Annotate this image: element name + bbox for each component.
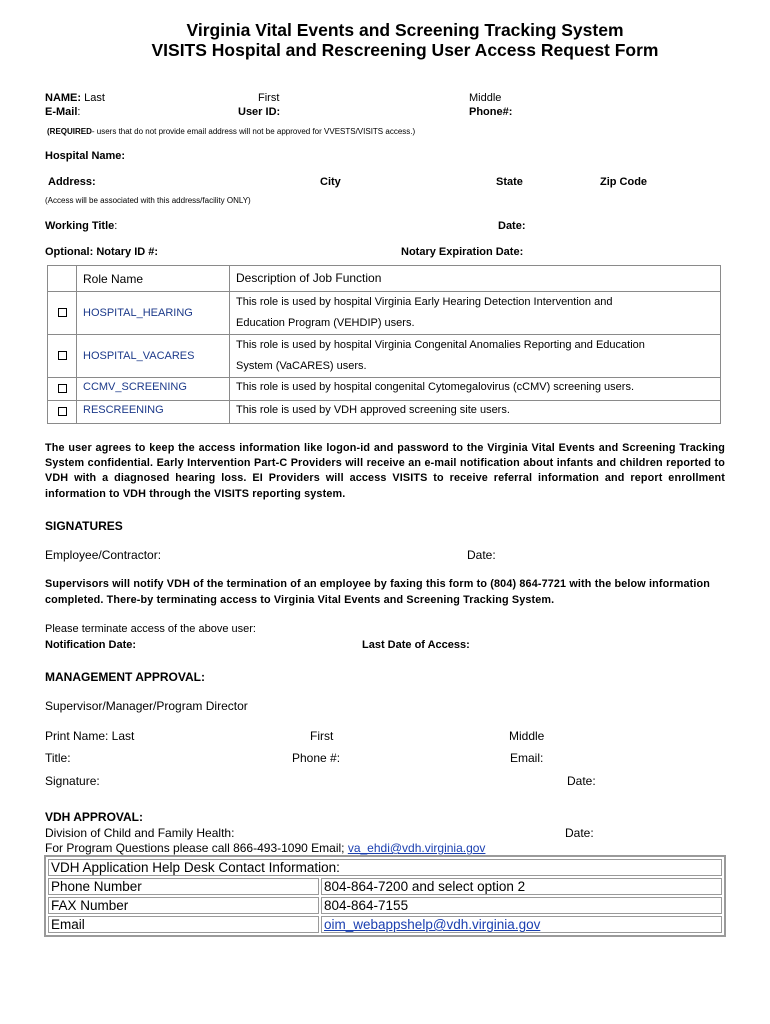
email-colon: : — [77, 106, 81, 118]
supervisor-note: Supervisors will notify VDH of the termination of an employee by faxing this form to (804) 864-7721 with the below information completed. There-by terminating access to Virginia Vital Events and Screening Tracking System. — [45, 578, 711, 606]
table-row — [48, 878, 722, 895]
form-subtitle: VISITS Hospital and Rescreening User Access Request Form — [151, 40, 659, 60]
notary-expiration-label: Notary Expiration Date: — [401, 246, 524, 258]
employee-contractor-label: Employee/Contractor: — [45, 548, 162, 562]
mgmt-first-label: First — [310, 729, 334, 743]
program-email-link[interactable]: va_ehdi@vdh.virginia.gov — [347, 841, 486, 855]
role-name: RESCREENING — [77, 401, 230, 424]
notary-id-label: Optional: Notary ID #: — [45, 246, 159, 258]
helpdesk-label: FAX Number — [48, 897, 319, 914]
helpdesk-value: 804-864-7155 — [321, 897, 722, 914]
role-description — [230, 292, 721, 335]
required-note — [47, 127, 415, 136]
mgmt-date-label: Date: — [567, 774, 596, 788]
helpdesk-label: Phone Number — [48, 878, 319, 895]
mgmt-signature-label: Signature: — [45, 774, 100, 788]
helpdesk-table — [44, 855, 726, 937]
working-title-label: Working Title — [45, 220, 115, 232]
role-description — [230, 335, 721, 378]
last-date-of-access-label: Last Date of Access: — [362, 639, 470, 651]
role-checkbox-cell — [48, 378, 77, 401]
roles-table — [47, 265, 721, 424]
helpdesk-label: Email — [48, 916, 319, 933]
supervisor-role-label: Supervisor/Manager/Program Director — [45, 699, 248, 713]
middle-label: Middle — [469, 92, 502, 104]
hospital-vacares-checkbox[interactable] — [58, 351, 67, 360]
first-label: First — [258, 92, 280, 104]
table-row — [48, 378, 721, 401]
signature-date-label: Date: — [467, 548, 496, 562]
please-terminate-label: Please terminate access of the above user: — [45, 623, 256, 635]
address-label: Address: — [48, 176, 96, 188]
role-desc-line: This role is used by hospital Virginia Congenital Anomalies Reporting and Education — [236, 339, 645, 351]
working-title-row — [45, 220, 117, 232]
email-label: E-Mail — [45, 106, 78, 118]
required-text: - users that do not provide email address will not be approved for VVESTS/VISITS access.) — [91, 127, 416, 136]
required-label: (REQUIRED — [47, 127, 92, 136]
address-note: (Access will be associated with this address/facility ONLY) — [45, 196, 251, 205]
table-row — [48, 897, 722, 914]
hospital-name-label: Hospital Name: — [45, 150, 126, 162]
print-name-label: Print Name: Last — [45, 729, 135, 743]
role-name: HOSPITAL_HEARING — [77, 292, 230, 335]
table-row — [48, 401, 721, 424]
city-label: City — [320, 176, 341, 188]
name-label: NAME: — [45, 92, 82, 104]
vdh-date-label: Date: — [565, 826, 594, 840]
ccmv-screening-checkbox[interactable] — [58, 384, 67, 393]
helpdesk-heading: VDH Application Help Desk Contact Information: — [48, 859, 722, 876]
table-row — [48, 916, 722, 933]
description-header: Description of Job Function — [230, 266, 721, 292]
role-description: This role is used by VDH approved screening site users. — [230, 401, 721, 424]
helpdesk-heading-row — [48, 859, 722, 876]
phone-label: Phone#: — [469, 106, 513, 118]
mgmt-title-label: Title: — [45, 751, 71, 765]
userid-label: User ID: — [238, 106, 281, 118]
program-questions — [45, 841, 485, 855]
hospital-hearing-checkbox[interactable] — [58, 308, 67, 317]
role-desc-line: System (VaCARES) users. — [236, 360, 367, 372]
state-label: State — [496, 176, 523, 188]
division-label: Division of Child and Family Health: — [45, 826, 235, 840]
role-name-header: Role Name — [77, 266, 230, 292]
table-row — [48, 292, 721, 335]
email-row — [45, 106, 80, 118]
roles-table-header — [48, 266, 721, 292]
helpdesk-value-cell — [321, 916, 722, 933]
working-title-colon: : — [114, 220, 118, 232]
role-desc-line: Education Program (VEHDIP) users. — [236, 317, 415, 329]
role-description: This role is used by hospital congenital Cytomegalovirus (cCMV) screening users. — [230, 378, 721, 401]
mgmt-phone-label: Phone #: — [292, 751, 341, 765]
last-label: Last — [84, 92, 105, 104]
program-questions-text: For Program Questions please call 866-493-1090 Email; — [45, 841, 348, 855]
helpdesk-value: 804-864-7200 and select option 2 — [321, 878, 722, 895]
helpdesk-email-link[interactable]: oim_webappshelp@vdh.virginia.gov — [324, 917, 541, 932]
signatures-heading: SIGNATURES — [45, 519, 123, 533]
role-checkbox-cell — [48, 401, 77, 424]
table-row — [48, 335, 721, 378]
mgmt-middle-label: Middle — [509, 729, 545, 743]
header-blank — [48, 266, 77, 292]
rescreening-checkbox[interactable] — [58, 407, 67, 416]
role-name: HOSPITAL_VACARES — [77, 335, 230, 378]
form-title: Virginia Vital Events and Screening Tracking System — [186, 20, 624, 40]
name-row — [45, 92, 105, 104]
role-name: CCMV_SCREENING — [77, 378, 230, 401]
agreement-paragraph: The user agrees to keep the access information like logon-id and password to the Virginia Vital Events and Screening Tracking System confidential. Early Intervention Part-C Providers will receive an e-mail notification about infants and children reported to VDH with a diagnosed hearing loss. EI Providers will access VISITS to receive referral information and report enrollment information to VDH through the VISITS reporting system. — [45, 442, 725, 500]
vdh-approval-heading: VDH APPROVAL: — [45, 810, 144, 824]
date-label: Date: — [498, 220, 526, 232]
role-checkbox-cell — [48, 335, 77, 378]
notification-date-label: Notification Date: — [45, 639, 137, 651]
role-checkbox-cell — [48, 292, 77, 335]
mgmt-email-label: Email: — [510, 751, 544, 765]
management-approval-heading: MANAGEMENT APPROVAL: — [45, 670, 205, 684]
role-desc-line: This role is used by hospital Virginia Early Hearing Detection Intervention and — [236, 296, 613, 308]
zip-label: Zip Code — [600, 176, 648, 188]
